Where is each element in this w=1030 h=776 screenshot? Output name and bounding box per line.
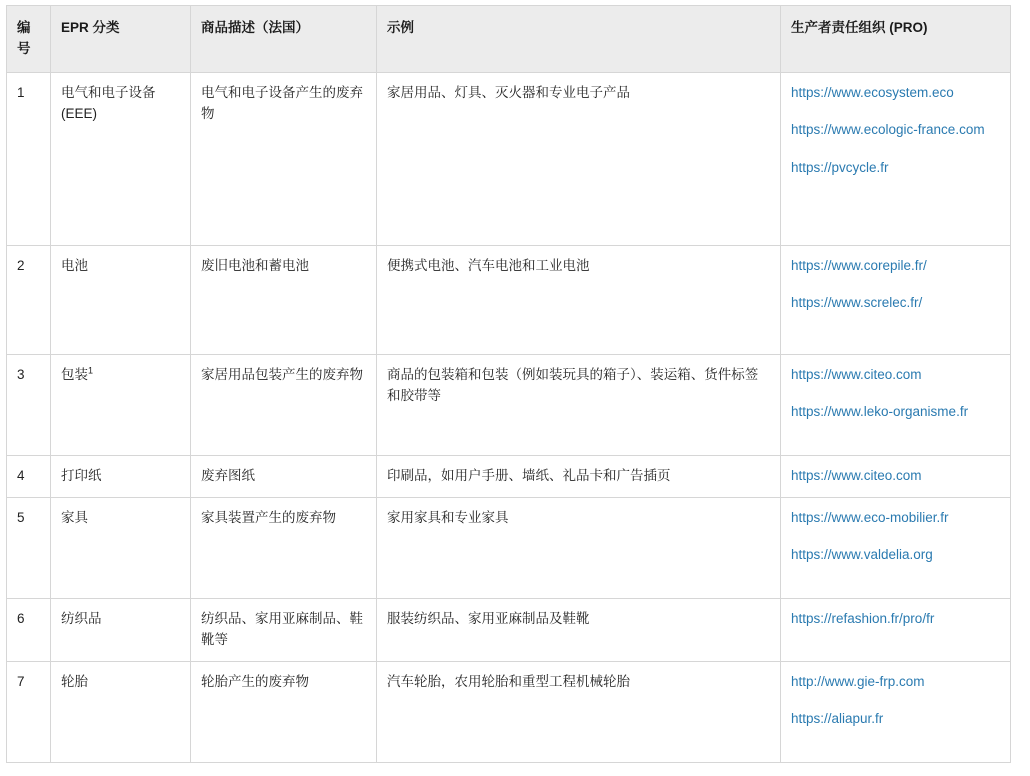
row-description: 家居用品包装产生的废弃物 (191, 354, 377, 455)
pro-link[interactable]: https://refashion.fr/pro/fr (791, 610, 935, 626)
column-header-product-description: 商品描述（法国） (191, 6, 377, 73)
pro-link[interactable]: https://www.eco-mobilier.fr (791, 509, 949, 525)
table-body (7, 72, 1011, 762)
table-header-row (7, 6, 1011, 73)
row-number: 1 (7, 72, 51, 245)
row-description: 轮胎产生的废弃物 (191, 661, 377, 762)
row-category: 轮胎 (51, 661, 191, 762)
row-example: 便携式电池、汽车电池和工业电池 (377, 245, 781, 354)
pro-link[interactable]: https://www.screlec.fr/ (791, 295, 923, 311)
row-number: 4 (7, 455, 51, 497)
table-row (7, 354, 1011, 455)
column-header-pro: 生产者责任组织 (PRO) (781, 6, 1011, 73)
row-description: 废旧电池和蓄电池 (191, 245, 377, 354)
row-number: 7 (7, 661, 51, 762)
table-row (7, 598, 1011, 661)
pro-link[interactable]: https://www.ecologic-france.com (791, 122, 985, 138)
row-category (51, 354, 191, 455)
table-row (7, 72, 1011, 245)
row-example: 家居用品、灯具、灭火器和专业电子产品 (377, 72, 781, 245)
table-row (7, 455, 1011, 497)
row-category: 电气和电子设备 (EEE) (51, 72, 191, 245)
pro-link[interactable]: https://aliapur.fr (791, 711, 884, 727)
row-pro-links (781, 72, 1011, 245)
row-category: 电池 (51, 245, 191, 354)
table-header (7, 6, 1011, 73)
row-category: 打印纸 (51, 455, 191, 497)
footnote-marker: 1 (88, 365, 94, 376)
pro-link[interactable]: https://www.ecosystem.eco (791, 84, 954, 100)
table-row (7, 497, 1011, 598)
table-row (7, 661, 1011, 762)
row-pro-links (781, 598, 1011, 661)
row-pro-links (781, 497, 1011, 598)
column-header-epr-category: EPR 分类 (51, 6, 191, 73)
pro-link[interactable]: https://pvcycle.fr (791, 159, 889, 175)
table-row (7, 245, 1011, 354)
row-description: 电气和电子设备产生的废弃物 (191, 72, 377, 245)
epr-categories-table (6, 5, 1011, 763)
row-example: 印刷品，如用户手册、墙纸、礼品卡和广告插页 (377, 455, 781, 497)
row-number: 5 (7, 497, 51, 598)
row-description: 废弃图纸 (191, 455, 377, 497)
pro-link[interactable]: https://www.valdelia.org (791, 547, 933, 563)
row-example: 服装纺织品、家用亚麻制品及鞋靴 (377, 598, 781, 661)
row-pro-links (781, 661, 1011, 762)
row-number: 6 (7, 598, 51, 661)
pro-link[interactable]: https://www.leko-organisme.fr (791, 404, 969, 420)
column-header-examples: 示例 (377, 6, 781, 73)
column-header-number: 编号 (7, 6, 51, 73)
row-number: 3 (7, 354, 51, 455)
row-category: 家具 (51, 497, 191, 598)
pro-link[interactable]: https://www.citeo.com (791, 366, 922, 382)
row-category-label: 包装 (61, 366, 88, 382)
row-example: 商品的包装箱和包装（例如装玩具的箱子）、装运箱、货件标签和胶带等 (377, 354, 781, 455)
row-pro-links (781, 245, 1011, 354)
row-description: 家具装置产生的废弃物 (191, 497, 377, 598)
row-category: 纺织品 (51, 598, 191, 661)
row-pro-links (781, 455, 1011, 497)
row-example: 家用家具和专业家具 (377, 497, 781, 598)
pro-link[interactable]: https://www.citeo.com (791, 467, 922, 483)
pro-link[interactable]: https://www.corepile.fr/ (791, 257, 927, 273)
row-example: 汽车轮胎，农用轮胎和重型工程机械轮胎 (377, 661, 781, 762)
row-pro-links (781, 354, 1011, 455)
row-number: 2 (7, 245, 51, 354)
pro-link[interactable]: http://www.gie-frp.com (791, 673, 925, 689)
row-description: 纺织品、家用亚麻制品、鞋靴等 (191, 598, 377, 661)
